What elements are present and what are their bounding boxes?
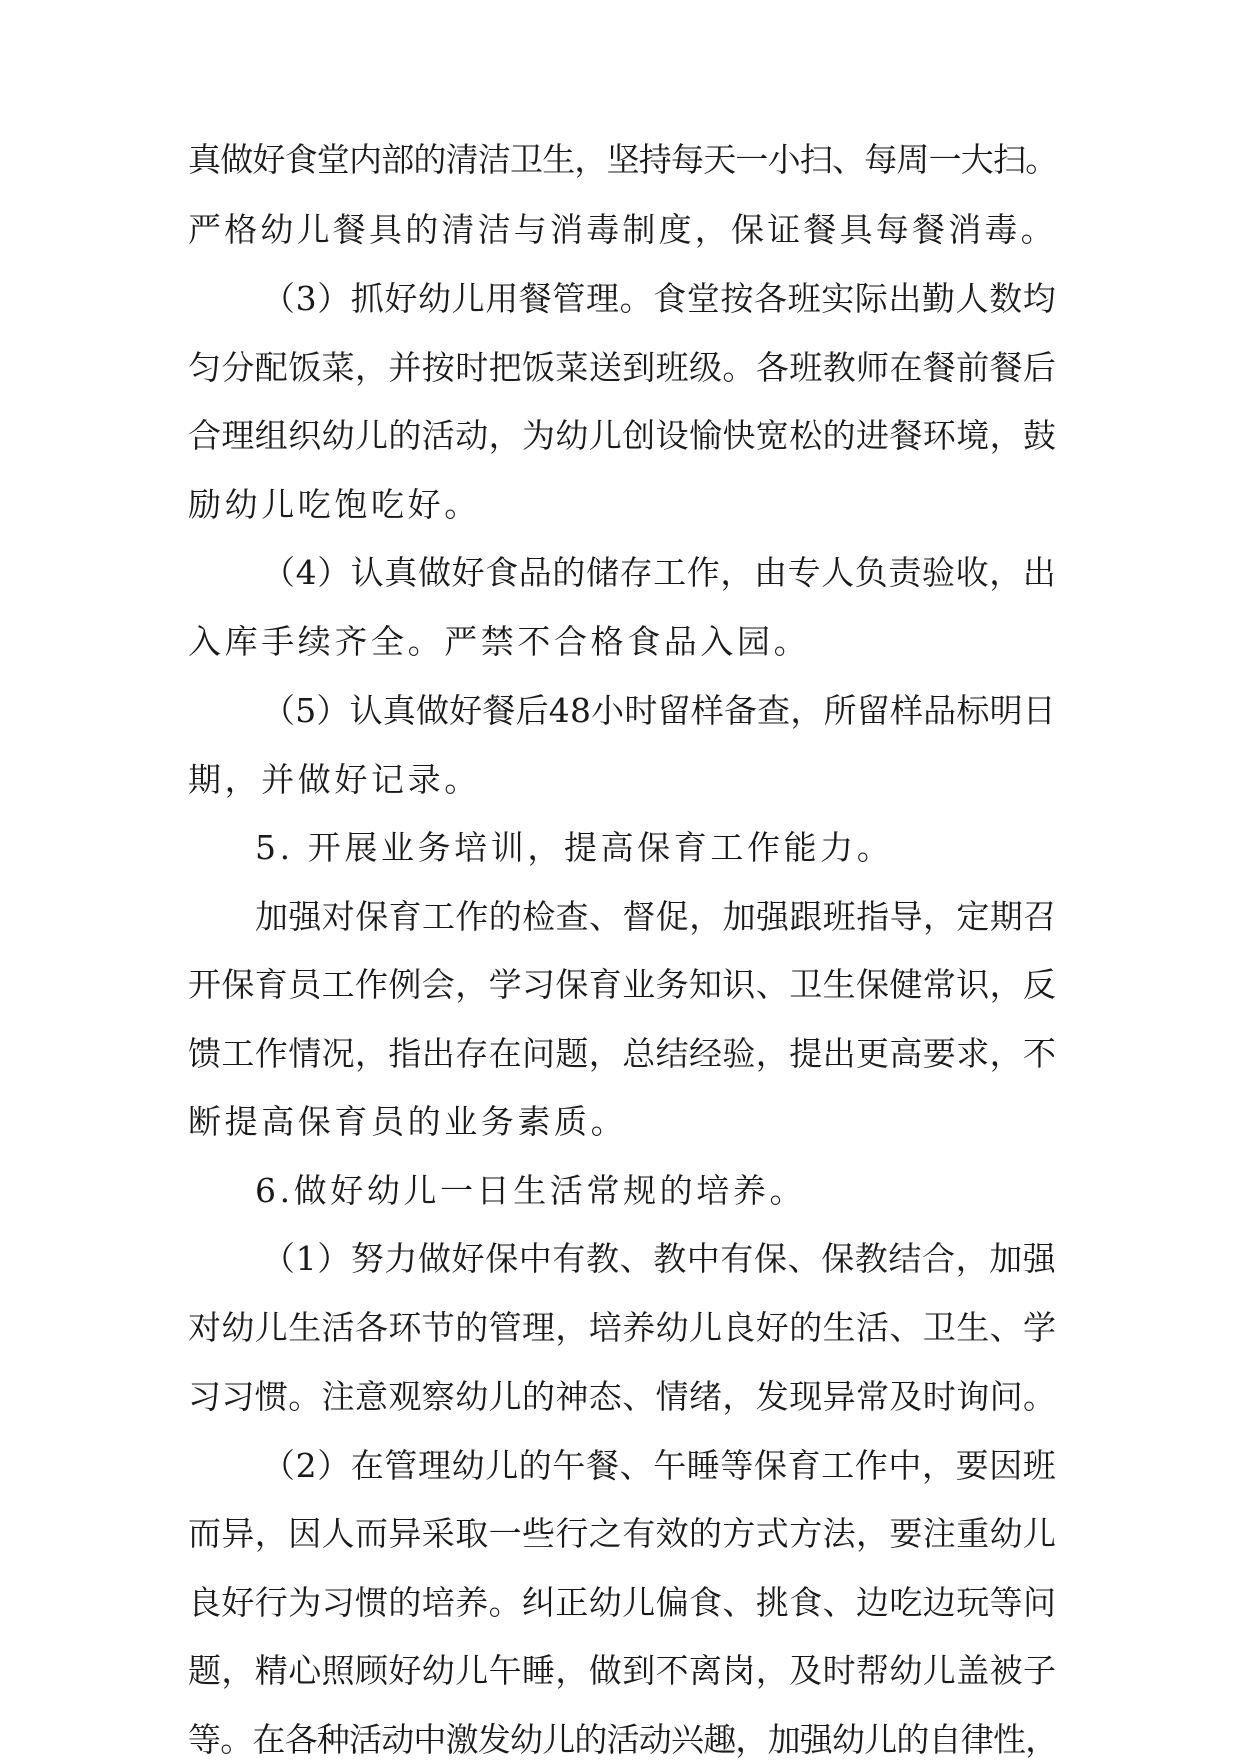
text-line: 励幼儿吃饱吃好。 — [188, 485, 481, 524]
paragraph-start-line: 加强对保育工作的检查、督促，加强跟班指导，定期召 — [255, 897, 1057, 936]
paragraph-start-line: （2）在管理幼儿的午餐、午睡等保育工作中，要因班 — [262, 1446, 1057, 1485]
text-line: 入库手续齐全。严禁不合格食品入园。 — [188, 622, 811, 661]
text-line: 等。在各种活动中激发幼儿的活动兴趣，加强幼儿的自律性， — [188, 1720, 1058, 1759]
text-line: 而异，因人而异采取一些行之有效的方式方法，要注重幼儿 — [188, 1514, 1057, 1553]
text-line: 真做好食堂内部的清洁卫生，坚持每天一小扫、每周一大扫。 — [188, 140, 1058, 179]
text-line: 匀分配饭菜，并按时把饭菜送到班级。各班教师在餐前餐后 — [188, 348, 1057, 387]
section-heading: 5. 开展业务培训，提高保育工作能力。 — [255, 828, 894, 867]
text-line: 严格幼儿餐具的清洁与消毒制度，保证餐具每餐消毒。 — [188, 210, 1057, 249]
paragraph-start-line: （5）认真做好餐后48小时留样备查，所留样品标明日 — [262, 691, 1056, 730]
text-line: 断提高保育员的业务素质。 — [188, 1102, 628, 1141]
section-heading: 6.做好幼儿一日生活常规的培养。 — [255, 1171, 807, 1210]
text-line: 开保育员工作例会，学习保育业务知识、卫生保健常识，反 — [188, 965, 1057, 1004]
text-line: 馈工作情况，指出存在问题，总结经验，提出更高要求，不 — [188, 1034, 1057, 1073]
text-line: 对幼儿生活各环节的管理，培养幼儿良好的生活、卫生、学 — [188, 1308, 1057, 1347]
paragraph-start-line: （4）认真做好食品的储存工作，由专人负责验收，出 — [262, 553, 1057, 592]
text-line: 期，并做好记录。 — [188, 760, 481, 799]
text-line: 合理组织幼儿的活动，为幼儿创设愉快宽松的进餐环境，鼓 — [188, 416, 1057, 455]
text-line: 题，精心照顾好幼儿午睡，做到不离岗，及时帮幼儿盖被子 — [188, 1651, 1057, 1690]
paragraph-start-line: （3）抓好幼儿用餐管理。食堂按各班实际出勤人数均 — [262, 279, 1057, 318]
text-line: 良好行为习惯的培养。纠正幼儿偏食、挑食、边吃边玩等问 — [188, 1583, 1057, 1622]
paragraph-start-line: （1）努力做好保中有教、教中有保、保教结合，加强 — [262, 1239, 1057, 1278]
text-line: 习习惯。注意观察幼儿的神态、情绪，发现异常及时询问。 — [188, 1377, 1057, 1416]
